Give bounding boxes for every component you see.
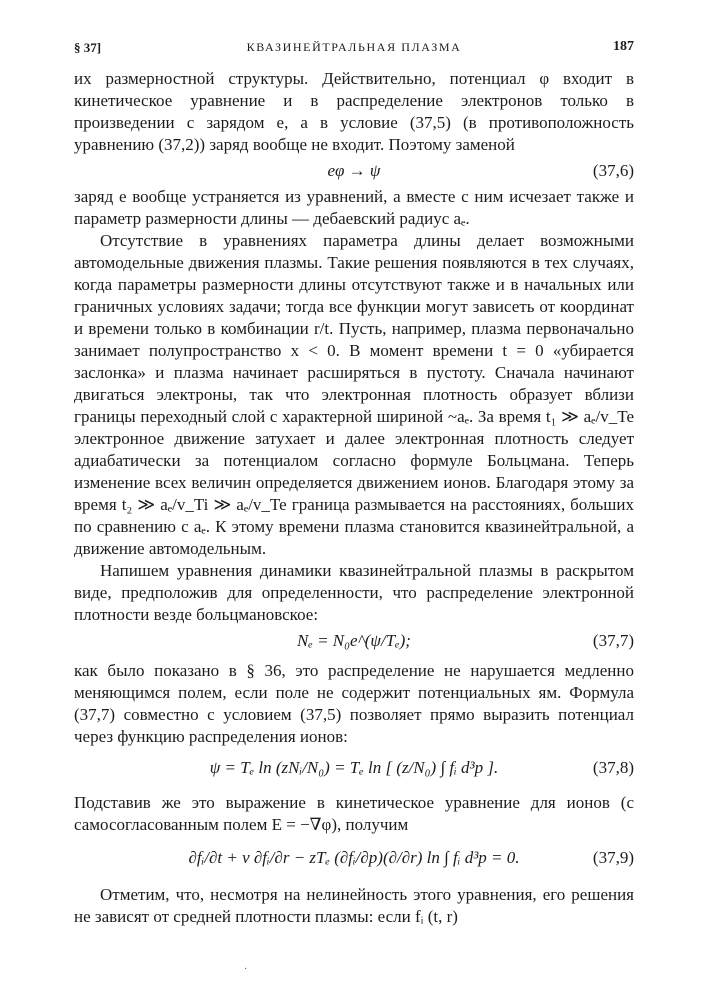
paragraph-3: Отсутствие в уравнениях параметра длины делает возможными автомодельные движения плазмы. Такие решения появляются в тех случаях, когда параметры размерности длины отсутствуют также и в начальных или граничных условиях задачи; тогда все функции могут зависеть от координат и времени только в комбинации r/t. Пусть, например, плазма первоначально занимает полупространство x < 0. В момент времени t = 0 «убирается заслонка» и плазма начинает расширяться в пустоту. Сначала начинают двигаться электроны, так что электронная плотность образует вблизи границы переходный слой с характерной шириной ~aₑ. За время t₁ ≫ aₑ/v_Te электронное движение затухает и далее электронная плотность следует адиабатически за потенциалом согласно формуле Больцмана. Теперь изменение всех величин определяется движением ионов. Благодаря этому за время t₂ ≫ aₑ/v_Ti ≫ aₑ/v_Te граница размывается на расстояниях, больших по сравнению с aₑ. К этому времени плазма становится квазинейтральной, а движение автомодельным. (74, 231, 634, 558)
equation-37-9 (74, 836, 634, 880)
equation-number: (37,6) (592, 161, 634, 180)
paragraph-2: заряд e вообще устраняется из уравнений, а вместе с ним исчезает также и параметр размерности длины — дебаевский радиус aₑ. (74, 187, 634, 228)
equation-formula: ψ = Tₑ ln (zNᵢ/N₀) = Tₑ ln [ (z/N₀) ∫ fᵢ d³p ]. (209, 758, 499, 777)
equation-formula: Nₑ = N₀e^(ψ/Tₑ); (297, 631, 411, 650)
section-marker: § 37] (74, 40, 102, 55)
equation-37-8 (74, 748, 634, 788)
running-title: КВАЗИНЕЙТРАЛЬНАЯ ПЛАЗМА (246, 40, 462, 54)
print-speck: · (244, 964, 248, 975)
equation-formula: eφ → ψ (327, 161, 381, 180)
equation-37-6 (74, 156, 634, 186)
equation-number: (37,9) (592, 848, 634, 867)
paragraph-1: их размерностной структуры. Действительно, потенциал φ входит в кинетическое уравнение и в распределение электронов только в произведении с зарядом e, а в условие (37,5) (в противоположность уравнению (37,2)) заряд вообще не входит. Поэтому заменой (74, 69, 634, 154)
page-number: 187 (613, 39, 634, 54)
book-page (74, 36, 634, 928)
equation-37-7 (74, 626, 634, 656)
paragraph-5: как было показано в § 36, это распределение не нарушается медленно меняющимся полем, если поле не содержит потенциальных ям. Формула (37,7) совместно с условием (37,5) позволяет прямо выразить потенциал через функцию распределения ионов: (74, 661, 634, 746)
equation-number: (37,7) (592, 631, 634, 650)
running-header (74, 36, 634, 60)
equation-formula: ∂fᵢ/∂t + v ∂fᵢ/∂r − zTₑ (∂fᵢ/∂p)(∂/∂r) ln ∫ fᵢ d³p = 0. (188, 848, 520, 867)
equation-number: (37,8) (592, 758, 634, 777)
paragraph-4: Напишем уравнения динамики квазинейтральной плазмы в раскрытом виде, предположив для определенности, что распределение электронной плотности везде больцмановское: (74, 561, 634, 624)
paragraph-7: Отметим, что, несмотря на нелинейность этого уравнения, его решения не зависят от средней плотности плазмы: если fᵢ (t, r) (74, 885, 634, 926)
paragraph-6: Подставив же это выражение в кинетическое уравнение для ионов (с самосогласованным полем E = −∇φ), получим (74, 793, 634, 834)
